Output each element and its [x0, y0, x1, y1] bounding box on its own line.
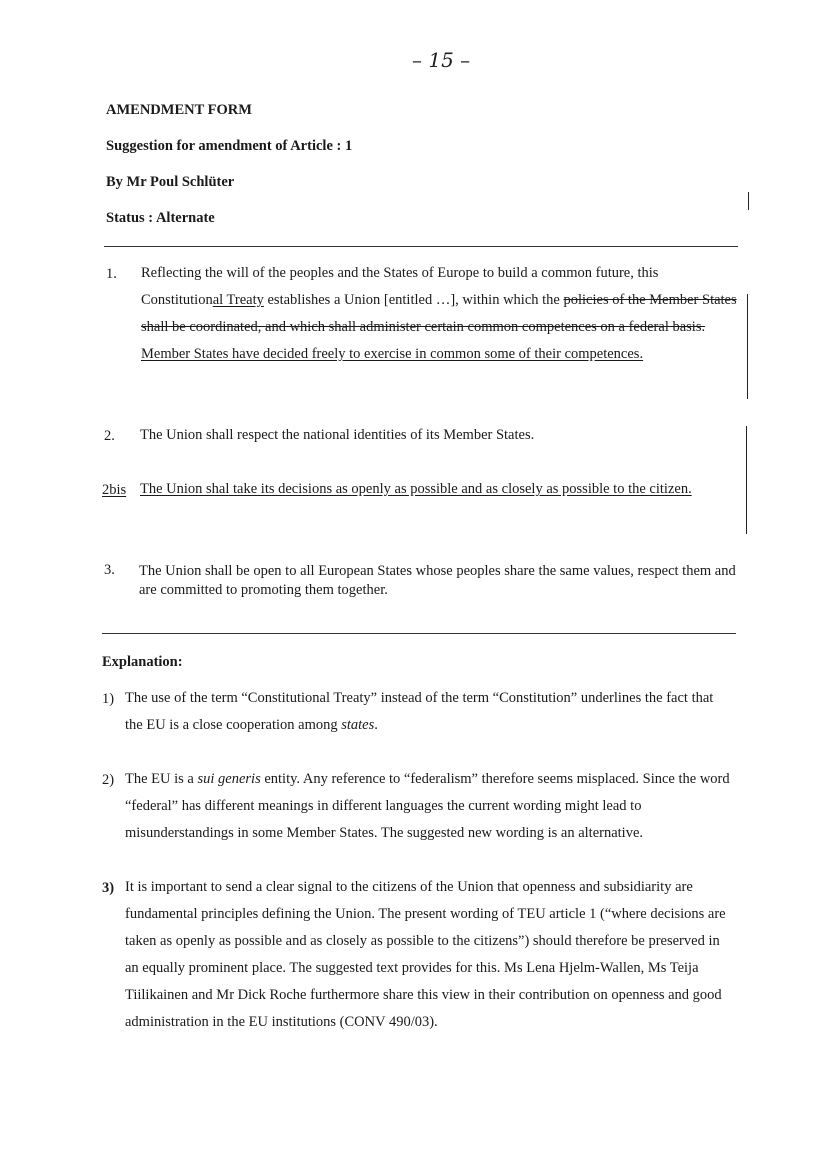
explanation-1 [125, 685, 733, 739]
paragraph-1-deletion: policies of the Member States shall be coordinated, and which shall administer certain common competences on a federal basis. [141, 292, 737, 335]
explanation-2-emphasis: sui generis [197, 771, 261, 787]
explanation-3: It is important to send a clear signal to the citizens of the Union that openness and subsidiarity are fundamental principles defining the Union. The present wording of TEU article 1 (“where decisions are taken as openly as possible and as closely as possible to the citizens”) should therefore be preserved in an equally prominent place. The suggested text provides for this. Ms Lena Hjelm-Wallen, Ms Teija Tiilikainen and Mr Dick Roche furthermore share this view in their contribution on openness and good administration in the EU institutions (CONV 490/03). [125, 879, 726, 1030]
explanation-2 [125, 766, 733, 847]
explanation-1-emphasis: states [341, 717, 375, 733]
page-number: – 15 – [412, 48, 471, 72]
change-bar [746, 426, 747, 534]
explanation-2-number: 2) [102, 772, 115, 788]
paragraph-2-number: 2. [104, 428, 115, 444]
explanation-2-text-a: The EU is a [125, 771, 198, 787]
paragraph-2bis-number: 2bis [102, 482, 127, 498]
form-title: AMENDMENT FORM [106, 102, 252, 118]
paragraph-1-number: 1. [106, 266, 117, 282]
paragraph-1-text-b: establishes a Union [entitled …], within which the [263, 292, 564, 308]
change-bar [748, 192, 749, 210]
explanation-1-text-b: . [374, 717, 378, 733]
explanation-1-number: 1) [102, 691, 115, 707]
paragraph-1-insertion-2: Member States have decided freely to exercise in common some of their competences. [141, 346, 644, 362]
paragraph-1-text-a: Reflecting the will of the peoples and the States of Europe to build a common future, this Constitution [141, 265, 659, 308]
paragraph-2: The Union shall respect the national identities of its Member States. [140, 427, 535, 443]
divider-top [104, 246, 738, 247]
paragraph-3-number: 3. [104, 562, 115, 578]
paragraph-2bis: The Union shal take its decisions as openly as possible and as closely as possible to the citizen. [140, 481, 692, 497]
status-line: Status : Alternate [106, 210, 215, 226]
divider-bottom [102, 633, 736, 634]
paragraph-3: The Union shall be open to all European States whose peoples share the same values, respect them and are committed to promoting them together. [139, 563, 736, 598]
explanation-1-text-a: The use of the term “Constitutional Treaty” instead of the term “Constitution” underlines the fact that the EU is a close cooperation among [125, 690, 714, 733]
explanation-2-text-b: entity. Any reference to “federalism” therefore seems misplaced. Since the word “federal” has different meanings in different languages the current wording might lead to misunderstandings in some Member States. The suggested new wording is an alternative. [125, 771, 730, 841]
author-line: By Mr Poul Schlüter [106, 174, 235, 190]
paragraph-1-insertion-1: al Treaty [212, 292, 264, 308]
amendment-article: Suggestion for amendment of Article : 1 [106, 138, 353, 154]
explanation-3-number: 3) [102, 880, 115, 896]
paragraph-1 [141, 260, 739, 368]
explanation-heading: Explanation: [102, 654, 183, 670]
change-bar [747, 294, 748, 399]
